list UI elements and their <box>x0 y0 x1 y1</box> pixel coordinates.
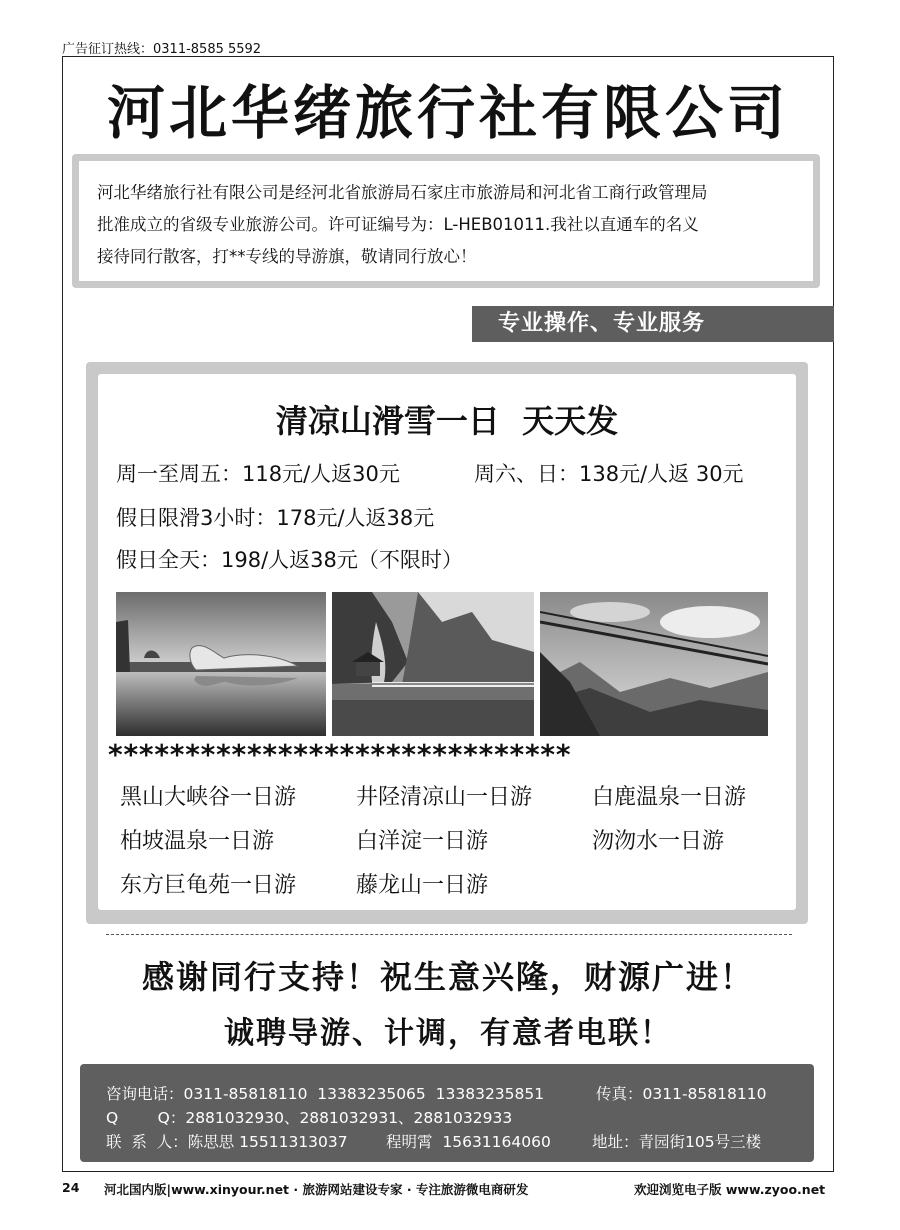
photo-turtle-lake <box>116 592 326 736</box>
page-number: 24 <box>62 1180 80 1195</box>
tour-item: 藤龙山一日游 <box>356 873 489 898</box>
intro-line-2: 批准成立的省级专业旅游公司。许可证编号为：L-HEB01011.我社以直通车的名义 <box>97 215 699 234</box>
tour-item: 白鹿温泉一日游 <box>592 785 747 810</box>
phone-numbers: 0311-85818110 13383235065 13383235851 <box>183 1085 545 1103</box>
price-fullday: 假日全天：198/人返38元（不限时） <box>116 548 463 572</box>
intro-line-1: 河北华绪旅行社有限公司是经河北省旅游局石家庄市旅游局和河北省工商行政管理局 <box>97 183 708 202</box>
intro-text <box>97 177 807 273</box>
ski-title: 清凉山滑雪一日 天天发 <box>275 402 619 440</box>
footer-right-text: 欢迎浏览电子版 www.zyoo.net <box>634 1182 826 1197</box>
slogan-banner: 专业操作、专业服务 <box>472 306 834 342</box>
ad-hotline: 广告征订热线：0311-8585 5592 <box>62 42 262 57</box>
qq-line <box>106 1106 512 1128</box>
price-weekend: 周六、日：138元/人返 30元 <box>474 462 744 486</box>
fax-number: 0311-85818110 <box>642 1085 767 1103</box>
fax-line <box>596 1082 766 1104</box>
company-title: 河北华绪旅行社有限公司 <box>106 79 789 147</box>
person-2: 程明霄 15631164060 <box>386 1133 551 1151</box>
tour-item: 柏坡温泉一日游 <box>120 829 275 854</box>
photo-glass-bridge <box>540 592 768 736</box>
phone-label: 咨询电话： <box>106 1085 184 1103</box>
address-label: 地址： <box>592 1133 639 1151</box>
fax-label: 传真： <box>596 1085 643 1103</box>
qq-label: Q Q： <box>106 1109 186 1127</box>
intro-line-3: 接待同行散客，打**专线的导游旗，敬请同行放心！ <box>97 247 477 266</box>
recruit-notice: 诚聘导游、计调，有意者电联！ <box>224 1016 672 1051</box>
price-weekday: 周一至周五：118元/人返30元 <box>116 462 400 486</box>
tour-item: 白洋淀一日游 <box>356 829 489 854</box>
qq-numbers: 2881032930、2881032931、2881032933 <box>185 1109 513 1127</box>
person-line <box>106 1130 348 1152</box>
intro-box <box>72 154 820 288</box>
tour-item: 井陉清凉山一日游 <box>356 785 533 810</box>
person-1: 陈思思 15511313037 <box>187 1133 348 1151</box>
address: 青园街105号三楼 <box>638 1133 762 1151</box>
thanks-slogan: 感谢同行支持！祝生意兴隆，财源广进！ <box>141 958 754 996</box>
address-line <box>592 1130 761 1152</box>
tour-item: 黑山大峡谷一日游 <box>120 785 297 810</box>
contact-box <box>80 1064 814 1162</box>
phone-line <box>106 1082 544 1104</box>
tour-item: 沕沕水一日游 <box>592 829 725 854</box>
footer-left-text: 河北国内版|www.xinyour.net · 旅游网站建设专家 · 专注旅游微电商研发 <box>104 1182 529 1197</box>
person-label: 联 系 人： <box>106 1133 188 1151</box>
photo-mountain-boardwalk <box>332 592 534 736</box>
price-3h: 假日限滑3小时：178元/人返38元 <box>116 506 435 530</box>
star-divider: ****************************** <box>108 738 572 771</box>
tour-item: 东方巨龟苑一日游 <box>120 873 297 898</box>
dashed-divider <box>106 934 792 935</box>
